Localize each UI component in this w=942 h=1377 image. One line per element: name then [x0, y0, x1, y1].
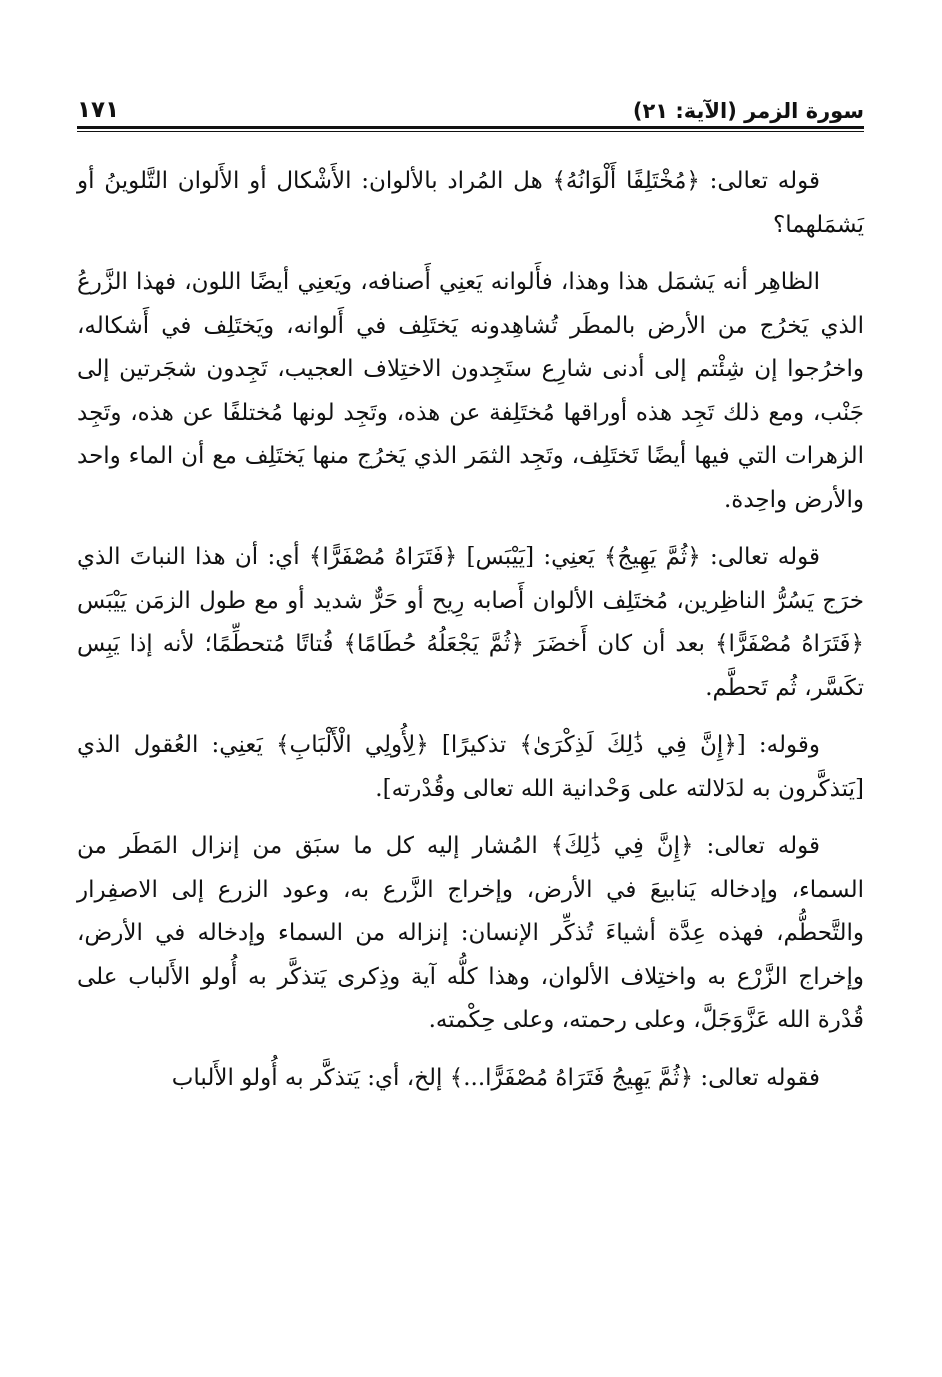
page-number: ١٧١ [77, 97, 120, 123]
paragraph: قوله تعالى: ﴿مُخْتَلِفًا أَلْوَانُهُ﴾ هل المُراد بالألوان: الأَشْكال أو الأَلوان التَّلوينُ أو يَشمَلهما؟ [77, 168, 864, 238]
paragraph: وقوله: [﴿إِنَّ فِي ذَٰلِكَ لَذِكْرَىٰ﴾ تذكيرًا] ﴿لِأُولِي الْأَلْبَابِ﴾ يَعنِي: العُقول الذي [يَتذكَّرون به لدَلالته على وَحْدانية الله تعالى وقُدْرته]. [77, 732, 864, 802]
surah-title: سورة الزمر (الآية: ٢١) [632, 99, 864, 123]
paragraph: قوله تعالى: ﴿ثُمَّ يَهِيجُ﴾ يَعنِي: [يَيْبَس] ﴿فَتَرَاهُ مُصْفَرًّا﴾ أي: أن هذا النباتَ الذي خرَج يَسُرُّ الناظِرين، مُختَلِف الألوان أَصابه رِيح أو حَرٌّ شديد أو مع طول الزمَن يَيْبَس ﴿فَتَرَاهُ مُصْفَرًّا﴾ بعد أن كان أَخضَرَ ﴿ثُمَّ يَجْعَلُهُ حُطَامًا﴾ فُتاتًا مُتحطِّمًا؛ لأنه إذا يَبِس تكَسَّر، ثُم تَحطَّم. [77, 544, 864, 701]
page-header [77, 82, 864, 128]
paragraph: الظاهِر أنه يَشمَل هذا وهذا، فأَلوانه يَعنِي أَصنافه، ويَعنِي أيضًا اللون، فهذا الزَّرعُ الذي يَخرُج من الأرض بالمطَر تُشاهِدونه يَختَلِف في أَلوانه، ويَختَلِف في أَشكاله، واخرُجوا إن شِئْتم إلى أدنى شارِع ستَجِدون الاختِلاف العجيب، تَجِدون شجَرتين إلى جَنْب، ومع ذلك تَجِد هذه أوراقها مُختَلِفة عن هذه، وتَجِد لونها مُختلفًا عن هذه، وتَجِد الزهرات التي فيها أيضًا تَختَلِف، وتَجِد الثمَر الذي يَخرُج منها يَختَلِف مع أن الماء واحد والأرض واحِدة. [77, 269, 864, 513]
page-body [77, 160, 864, 1114]
header-rule-thin [77, 131, 864, 132]
header-rule [77, 126, 864, 129]
paragraph: فقوله تعالى: ﴿ثُمَّ يَهِيجُ فَتَرَاهُ مُصْفَرًّا...﴾ إلخ، أي: يَتذكَّر به أُولو الأَلباب [171, 1064, 820, 1091]
paragraph: قوله تعالى: ﴿إِنَّ فِي ذَٰلِكَ﴾ المُشار إليه كل ما سبَق من إنزال المَطَر من السماء، وإدخاله يَنابيعَ في الأرض، وإخراج الزَّرع به، وعود الزرع إلى الاصفِرار والتَّحطُّم، فهذه عِدَّة أشياءَ تُذكِّر الإنسان: إنزاله من السماء وإدخاله في الأرض، وإخراج الزَّرْع به واختِلاف الألوان، وهذا كلُّه آية وذِكرى يَتذكَّر به أُولو الأَلباب على قُدْرة الله عَزَّوَجَلَّ، وعلى رحمته، وعلى حِكْمته. [77, 833, 864, 1033]
